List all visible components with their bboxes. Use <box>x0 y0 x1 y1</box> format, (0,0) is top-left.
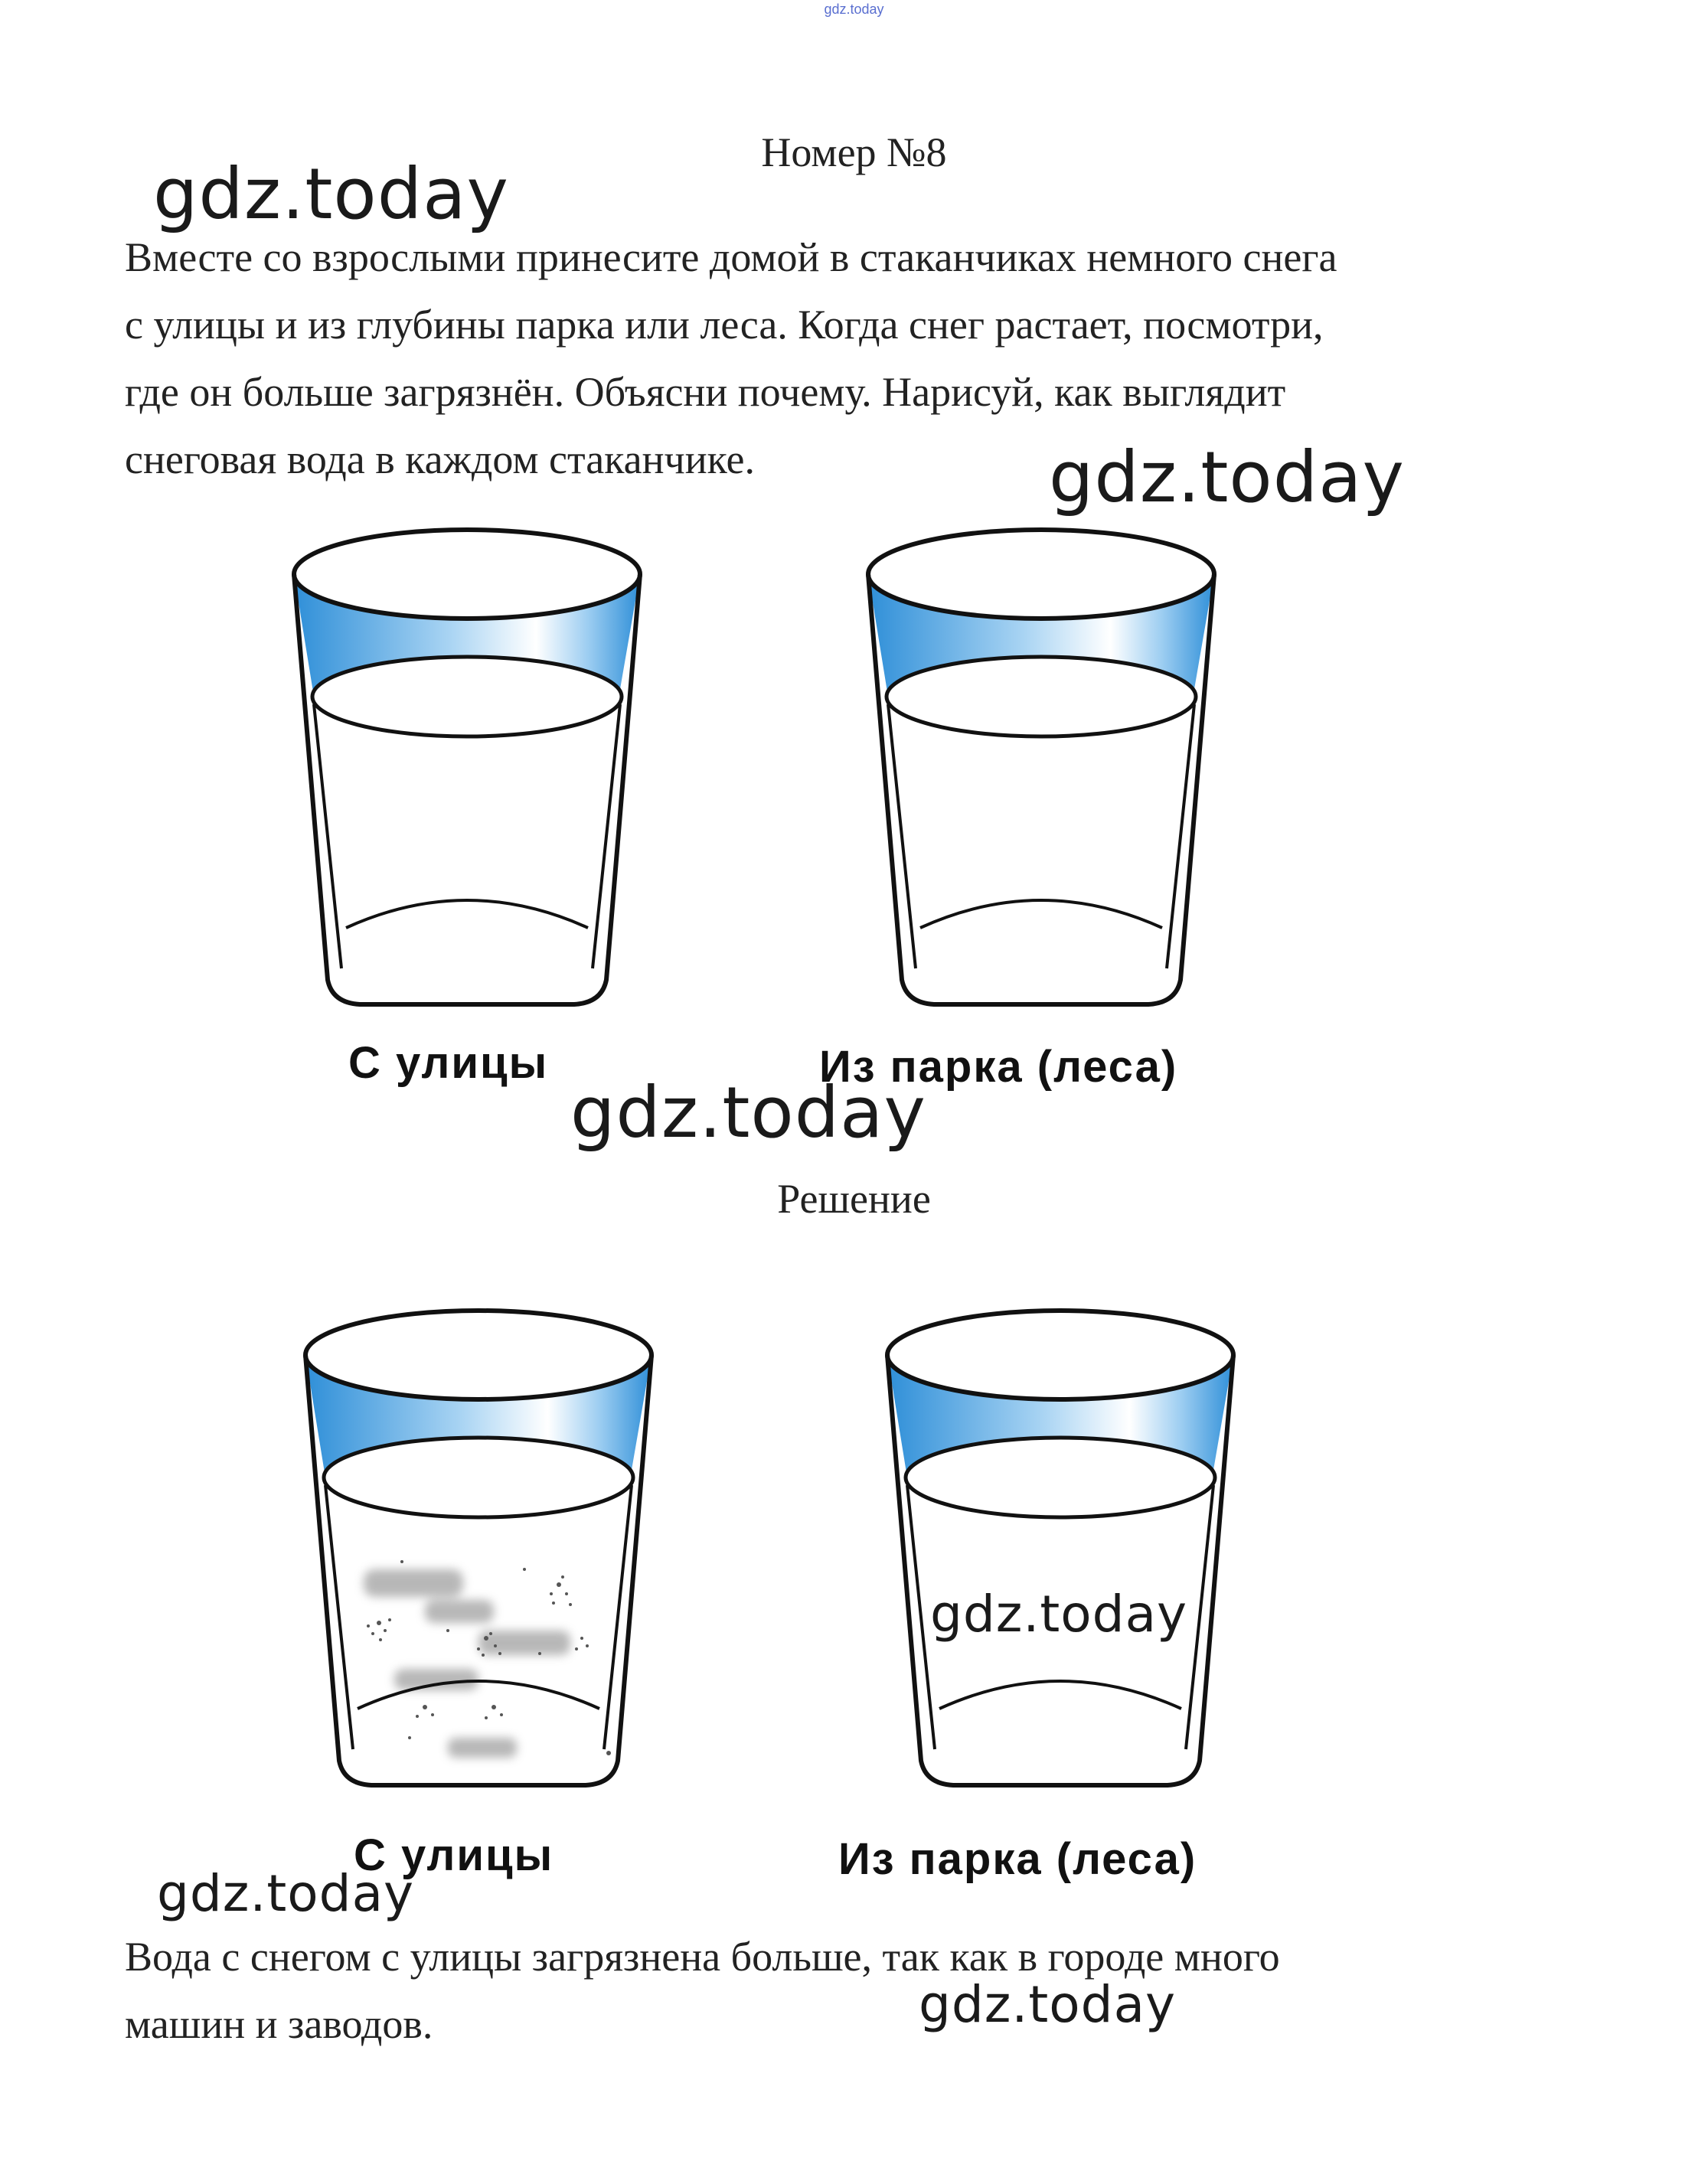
answer-line: машин и заводов. <box>125 2001 433 2047</box>
task-line: снеговая вода в каждом стаканчике. <box>125 436 755 482</box>
page-title: Номер №8 <box>761 129 947 175</box>
caption-street-solution: С улицы <box>354 1830 554 1880</box>
glass-street-icon <box>283 528 651 1018</box>
task-line: Вместе со взрослыми принесите домой в стаканчиках немного снега <box>125 234 1337 280</box>
caption-street: С улицы <box>348 1038 549 1088</box>
watermark: gdz.today <box>919 1975 1177 2034</box>
task-line: где он больше загрязнён. Объясни почему. Нарисуй, как выглядит <box>125 369 1286 415</box>
watermark: gdz.today <box>1049 436 1405 518</box>
glass-park-clean-icon <box>877 1309 1244 1799</box>
caption-park: Из парка (леса) <box>819 1042 1178 1092</box>
site-mark: gdz.today <box>824 2 884 17</box>
task-line: с улицы и из глубины парка или леса. Когда снег растает, посмотри, <box>125 302 1324 348</box>
watermark: gdz.today <box>570 1072 926 1154</box>
glass-street-dirty-icon <box>295 1309 662 1799</box>
glass-park-icon <box>857 528 1225 1018</box>
solution-title: Решение <box>777 1176 931 1222</box>
watermark: gdz.today <box>153 153 509 235</box>
caption-park-solution: Из парка (леса) <box>838 1834 1197 1884</box>
watermark: gdz.today <box>157 1864 415 1923</box>
watermark: gdz.today <box>930 1585 1188 1644</box>
answer-line: Вода с снегом с улицы загрязнена больше, так как в городе много <box>125 1934 1280 1980</box>
answer-text <box>125 1923 1579 2058</box>
